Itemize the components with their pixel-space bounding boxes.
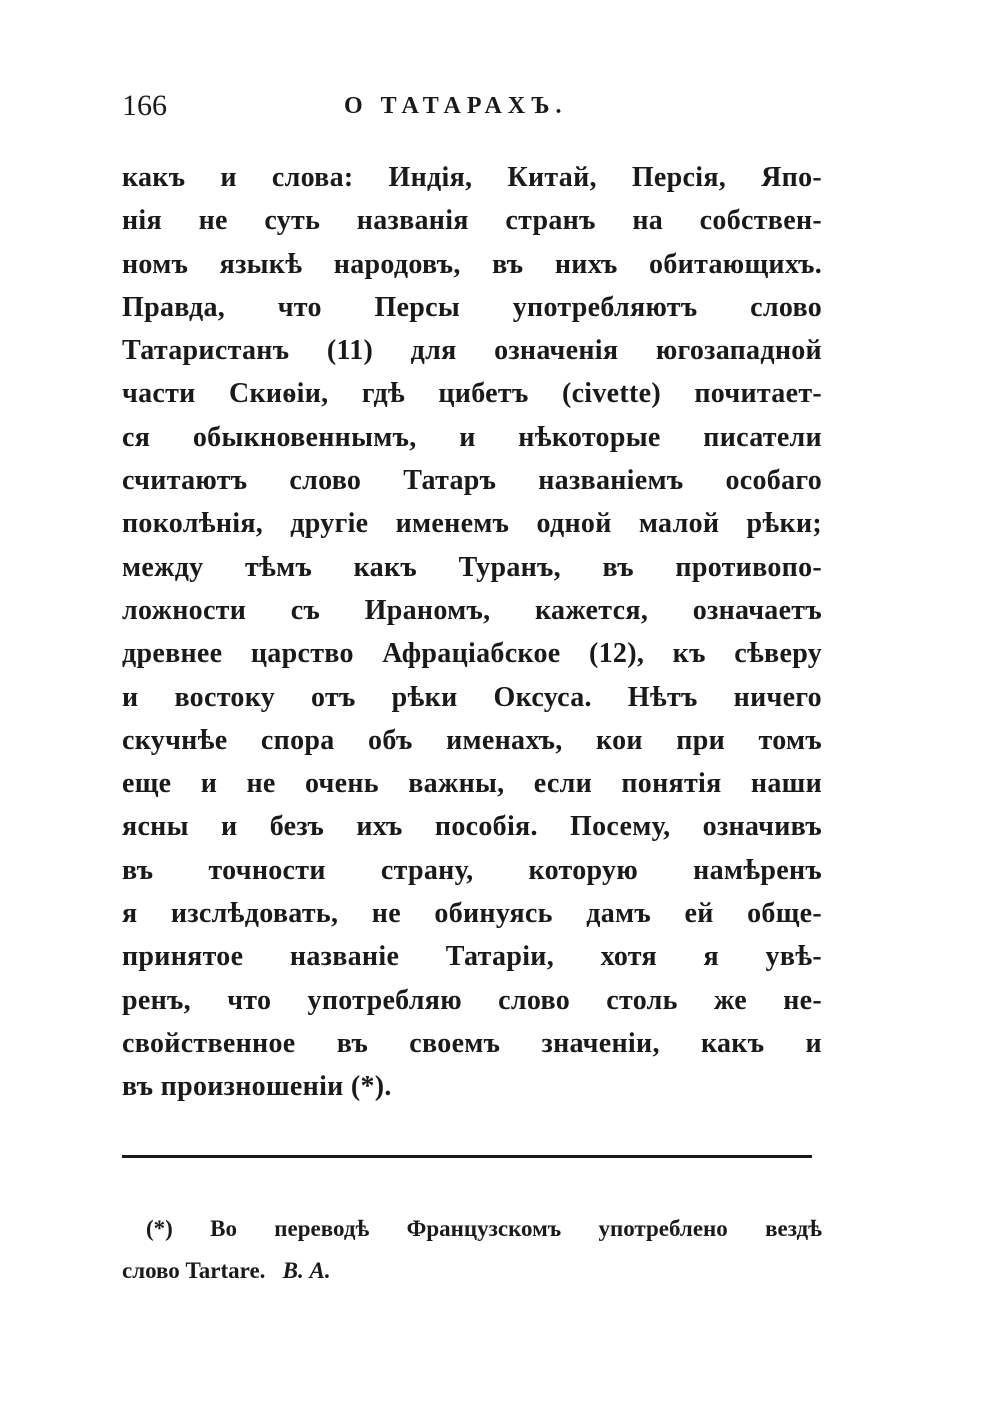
text-line: свойственное въ своемъ значеніи, какъ и bbox=[122, 1027, 822, 1059]
text-line: я изслѣдовать, не обинуясь дамъ ей обще- bbox=[122, 898, 822, 930]
text-line: ясны и безъ ихъ пособія. Посему, означивъ bbox=[122, 811, 822, 843]
text-line: номъ языкѣ народовъ, въ нихъ обитающихъ. bbox=[122, 248, 822, 280]
main-text bbox=[122, 156, 822, 1109]
text-line: Правда, что Персы употребляютъ слово bbox=[122, 291, 822, 323]
footnote-text: слово Tartare. bbox=[122, 1258, 266, 1283]
page-number: 166 bbox=[122, 89, 167, 122]
text-line: еще и не очень важны, если понятія наши bbox=[122, 768, 822, 800]
footnote-line bbox=[122, 1250, 822, 1292]
text-line: какъ и слова: Индія, Китай, Персія, Япо- bbox=[122, 162, 822, 193]
text-line: нія не суть названія странъ на собствен- bbox=[122, 205, 822, 237]
text-line: ся обыкновеннымъ, и нѣкоторые писатели bbox=[122, 421, 822, 453]
text-line: ложности съ Ираномъ, кажется, означаетъ bbox=[122, 594, 822, 626]
text-line: въ точности страну, которую намѣренъ bbox=[122, 854, 822, 886]
footnote-signature: В. А. bbox=[282, 1258, 331, 1283]
text-line: части Скиѳіи, гдѣ цибетъ (civette) почитает- bbox=[122, 378, 822, 410]
text-line: ренъ, что употребляю слово столь же не- bbox=[122, 984, 822, 1016]
footnote-divider bbox=[122, 1155, 812, 1158]
text-line: и востоку отъ рѣки Оксуса. Нѣтъ ничего bbox=[122, 681, 822, 713]
text-line: скучнѣе спора объ именахъ, кои при томъ bbox=[122, 724, 822, 756]
text-line: считаютъ слово Татаръ названіемъ особаго bbox=[122, 465, 822, 497]
text-line: принятое названіе Татаріи, хотя я увѣ- bbox=[122, 941, 822, 973]
text-line: древнее царство Афраціабское (12), къ сѣверу bbox=[122, 638, 822, 670]
footnote bbox=[122, 1208, 822, 1292]
page-header bbox=[122, 86, 822, 126]
footnote-line: (*) Во переводѣ Французскомъ употреблено вездѣ bbox=[146, 1216, 822, 1241]
text-line: въ произношеніи (*). bbox=[122, 1071, 392, 1103]
text-line: Татаристанъ (11) для означенія югозападной bbox=[122, 335, 822, 367]
text-line: между тѣмъ какъ Туранъ, въ противопо- bbox=[122, 551, 822, 583]
text-line: поколѣнія, другіе именемъ одной малой рѣки; bbox=[122, 508, 822, 540]
running-title: О ТАТАРАХЪ. bbox=[344, 93, 568, 119]
